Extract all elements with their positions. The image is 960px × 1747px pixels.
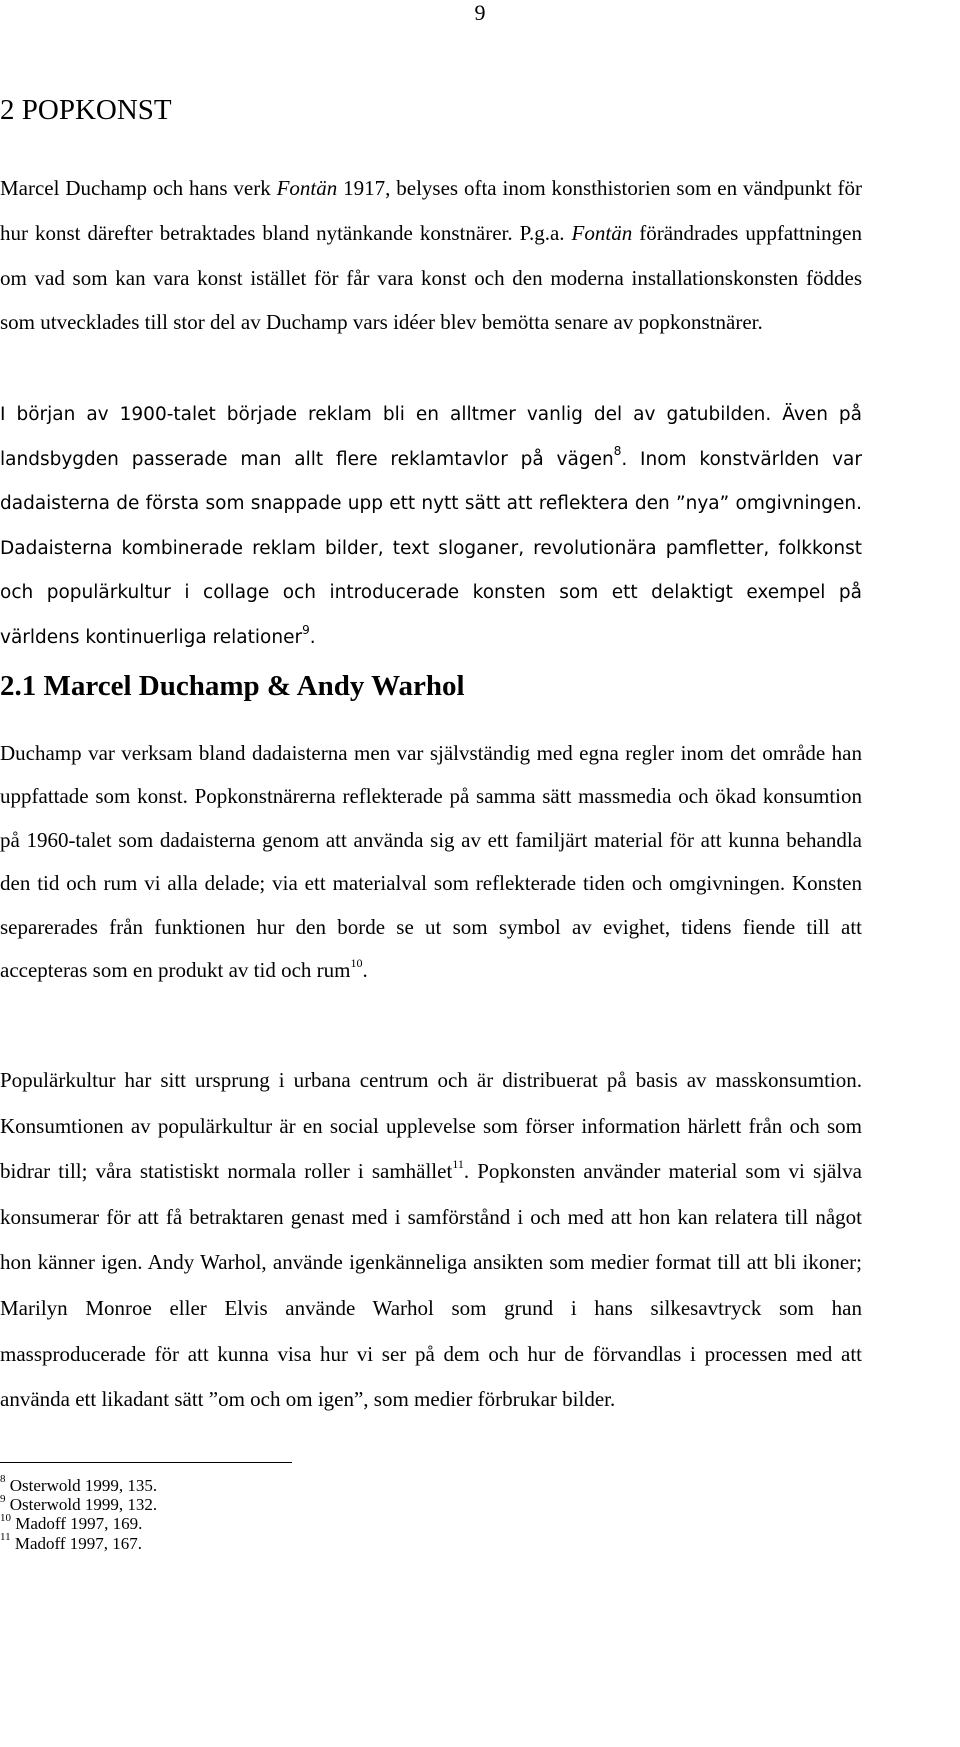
footnote xyxy=(0,1530,157,1553)
text-run: Duchamp var verksam bland dadaisterna men var självständig med egna regler inom det område han uppfattade som konst. Popkonstnärerna reflekterade på samma sätt massmedia och ökad konsumtion på 1960-talet som dadaisterna genom att använda sig av ett familjärt material för att kunna behandla den tid och rum vi alla delade; via ett materialval som reflekterade tiden och omgivningen. Konsten separerades från funktionen hur den borde se ut som symbol av evighet, tidens fiende till att accepteras som en produkt av tid och rum xyxy=(0,741,862,983)
artwork-title: Fontän xyxy=(571,220,633,245)
footnote-number: 11 xyxy=(0,1530,11,1543)
paragraph-duchamp xyxy=(0,732,862,992)
footnote-text: Osterwold 1999, 132. xyxy=(9,1495,158,1515)
footnote-number: 8 xyxy=(0,1473,6,1486)
footnote-separator xyxy=(0,1462,292,1463)
paragraph-popculture xyxy=(0,1058,862,1423)
footnote-text: Madoff 1997, 169. xyxy=(15,1514,143,1534)
section-heading: 2 POPKONST xyxy=(0,94,172,126)
footnote-ref: 9 xyxy=(302,622,310,637)
artwork-title: Fontän xyxy=(276,176,338,200)
footnote-ref: 11 xyxy=(452,1157,464,1172)
page-number: 9 xyxy=(474,0,486,25)
footnote-text: Madoff 1997, 167. xyxy=(14,1533,143,1553)
text-run: Marcel Duchamp och hans verk xyxy=(0,176,277,200)
footnotes xyxy=(0,1473,158,1553)
text-run: . Inom konstvärlden var dadaisterna de första som snappade upp ett nytt sätt att reflektera den ”nya” omgivningen. Dadaisterna kombinerade reklam bilder, text sloganer, revolutionära pamfletter, folkkonst och populärkultur i collage och introducerade konsten som ett delaktigt exempel på världens kontinuerliga relationer xyxy=(0,448,862,648)
footnote xyxy=(0,1473,158,1495)
text-run: förändrades uppfattningen om vad som kan vara konst istället för får vara konst och den moderna installationskonsten föddes som utvecklades till stor del av Duchamp vars idéer blev bemötta senare av popkonstnärer. xyxy=(0,220,862,335)
subsection-heading: 2.1 Marcel Duchamp & Andy Warhol xyxy=(0,670,465,702)
paragraph-intro xyxy=(0,166,862,345)
footnote xyxy=(0,1492,158,1515)
footnote-ref: 8 xyxy=(613,444,622,459)
footnote xyxy=(0,1511,157,1534)
footnote-number: 9 xyxy=(0,1492,6,1505)
text-run: . xyxy=(309,626,316,648)
text-run: 1917, belyses ofta inom konsthistorien som en vändpunkt för hur konst därefter betraktades bland nytänkande konstnärer. P.g.a. xyxy=(0,176,863,245)
footnote-ref: 10 xyxy=(350,956,363,971)
text-run: Populärkultur har sitt ursprung i urbana centrum och är distribuerat på basis av masskonsumtion. Konsumtionen av populärkultur är en social upplevelse som förser information härlett från och som bidrar till; våra statistiskt normala roller i samhället xyxy=(0,1068,862,1184)
paragraph-advertising xyxy=(0,393,862,661)
text-run: . Popkonsten använder material som vi själva konsumerar för att få betraktaren genast med i samförstånd i och med att hon kan relatera till något hon känner igen. Andy Warhol, använde igenkänneliga ansikten som medier format till att bli ikoner; Marilyn Monroe eller Elvis använde Warhol som grund i hans silkesavtryck som han massproducerade för att kunna visa hur vi ser på dem och hur de förvandlas i processen med att använda ett likadant sätt ”om och om igen”, som medier förbrukar bilder. xyxy=(0,1159,862,1412)
footnote-text: Osterwold 1999, 135. xyxy=(9,1476,158,1495)
text-run: I början av 1900-talet började reklam bli en alltmer vanlig del av gatubilden. Även på landsbygden passerade man allt flere reklamtavlor på vägen xyxy=(0,404,862,470)
footnote-number: 10 xyxy=(0,1511,11,1524)
text-run: . xyxy=(362,958,368,983)
